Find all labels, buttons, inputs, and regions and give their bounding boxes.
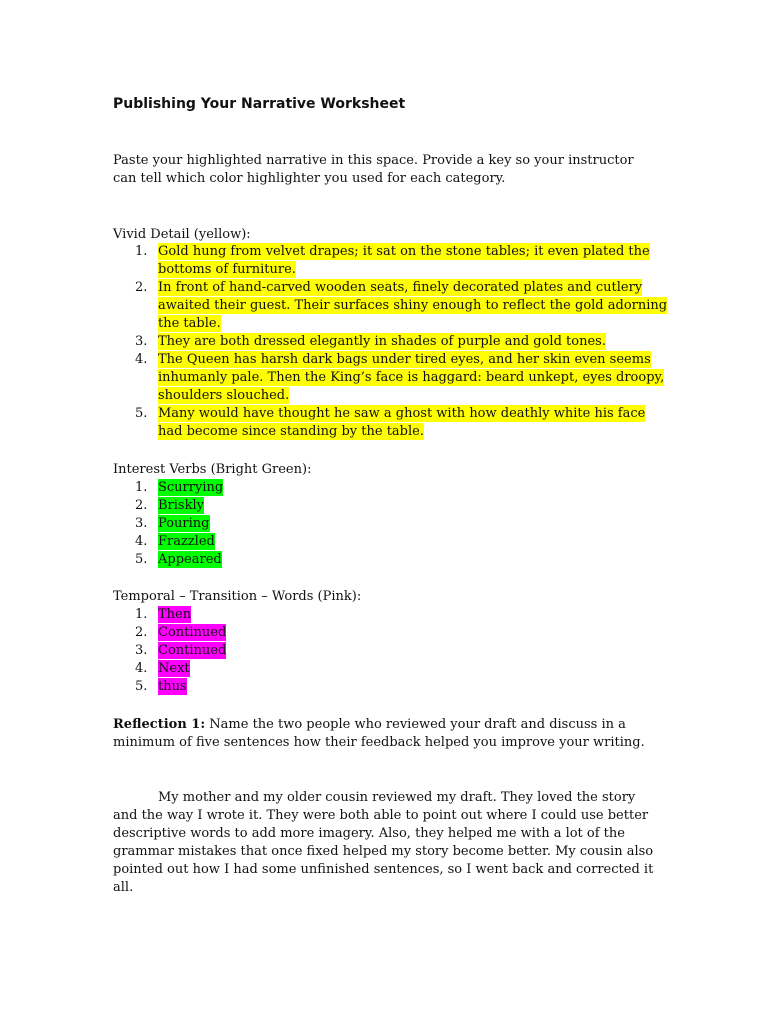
list-item [113,279,673,333]
list-number: 3. [135,516,148,531]
list-number: 1. [135,244,148,259]
list-item [113,642,673,660]
section-label-transition-words: Temporal – Transition – Words (Pink): [113,589,362,604]
list-number: 1. [135,607,148,622]
list-item [113,515,673,533]
list-item [113,624,673,642]
list-number: 1. [135,480,148,495]
list-item [113,551,673,569]
list-item [113,333,673,351]
reflection-answer: My mother and my older cousin reviewed my draft. They loved the story and the way I wrote it. They were both able to point out where I could use better descriptive words to add more imagery. Also, they helped me with a lot of the grammar mistakes that once fixed helped my story become better. My cousin also pointed out how I had some unfinished sentences, so I went back and corrected it all. [113,790,654,895]
list-number: 2. [135,280,148,295]
list-number: 2. [135,498,148,513]
list-number: 2. [135,625,148,640]
interest-verbs-list [113,479,673,569]
list-item [113,606,673,624]
highlighted-text: Gold hung from velvet drapes; it sat on the stone tables; it even plated the bottoms of furniture. [158,244,650,277]
highlighted-text: They are both dressed elegantly in shades of purple and gold tones. [158,334,606,349]
section-label-interest-verbs: Interest Verbs (Bright Green): [113,462,312,477]
list-item [113,351,673,405]
transition-words-list [113,606,673,696]
reflection-prompt [113,716,653,752]
highlighted-text: thus [158,679,187,694]
intro-paragraph: Paste your highlighted narrative in this space. Provide a key so your instructor can tell which color highlighter you used for each category. [113,153,634,186]
list-number: 4. [135,661,148,676]
highlighted-text: Scurrying [158,480,224,495]
reflection-question: Name the two people who reviewed your draft and discuss in a minimum of five sentences how their feedback helped you improve your writing. [113,717,645,750]
highlighted-text: Briskly [158,498,204,513]
highlighted-text: Then [158,607,192,622]
highlighted-text: Appeared [158,552,222,567]
highlighted-text: Continued [158,643,227,658]
list-number: 3. [135,334,148,349]
list-item [113,660,673,678]
list-item [113,405,673,441]
list-item [113,479,673,497]
list-item [113,678,673,696]
vivid-detail-list [113,243,673,441]
list-number: 3. [135,643,148,658]
highlighted-text: The Queen has harsh dark bags under tired eyes, and her skin even seems inhumanly pale. Then the King’s face is haggard: beard unkept, eyes droopy, shoulders slouched. [158,352,665,403]
highlighted-text: Pouring [158,516,210,531]
section-label-vivid-detail: Vivid Detail (yellow): [113,227,251,242]
reflection-label: Reflection 1: [113,717,206,732]
list-number: 4. [135,352,148,367]
highlighted-text: In front of hand-carved wooden seats, finely decorated plates and cutlery awaited their guest. Their surfaces shiny enough to reflect the gold adorning the table. [158,280,668,331]
list-number: 5. [135,406,148,421]
list-number: 4. [135,534,148,549]
list-number: 5. [135,679,148,694]
highlighted-text: Continued [158,625,227,640]
list-number: 5. [135,552,148,567]
list-item [113,533,673,551]
highlighted-text: Frazzled [158,534,215,549]
highlighted-text: Next [158,661,190,676]
list-item [113,243,673,279]
page-title: Publishing Your Narrative Worksheet [113,96,406,112]
highlighted-text: Many would have thought he saw a ghost with how deathly white his face had become since standing by the table. [158,406,646,439]
list-item [113,497,673,515]
